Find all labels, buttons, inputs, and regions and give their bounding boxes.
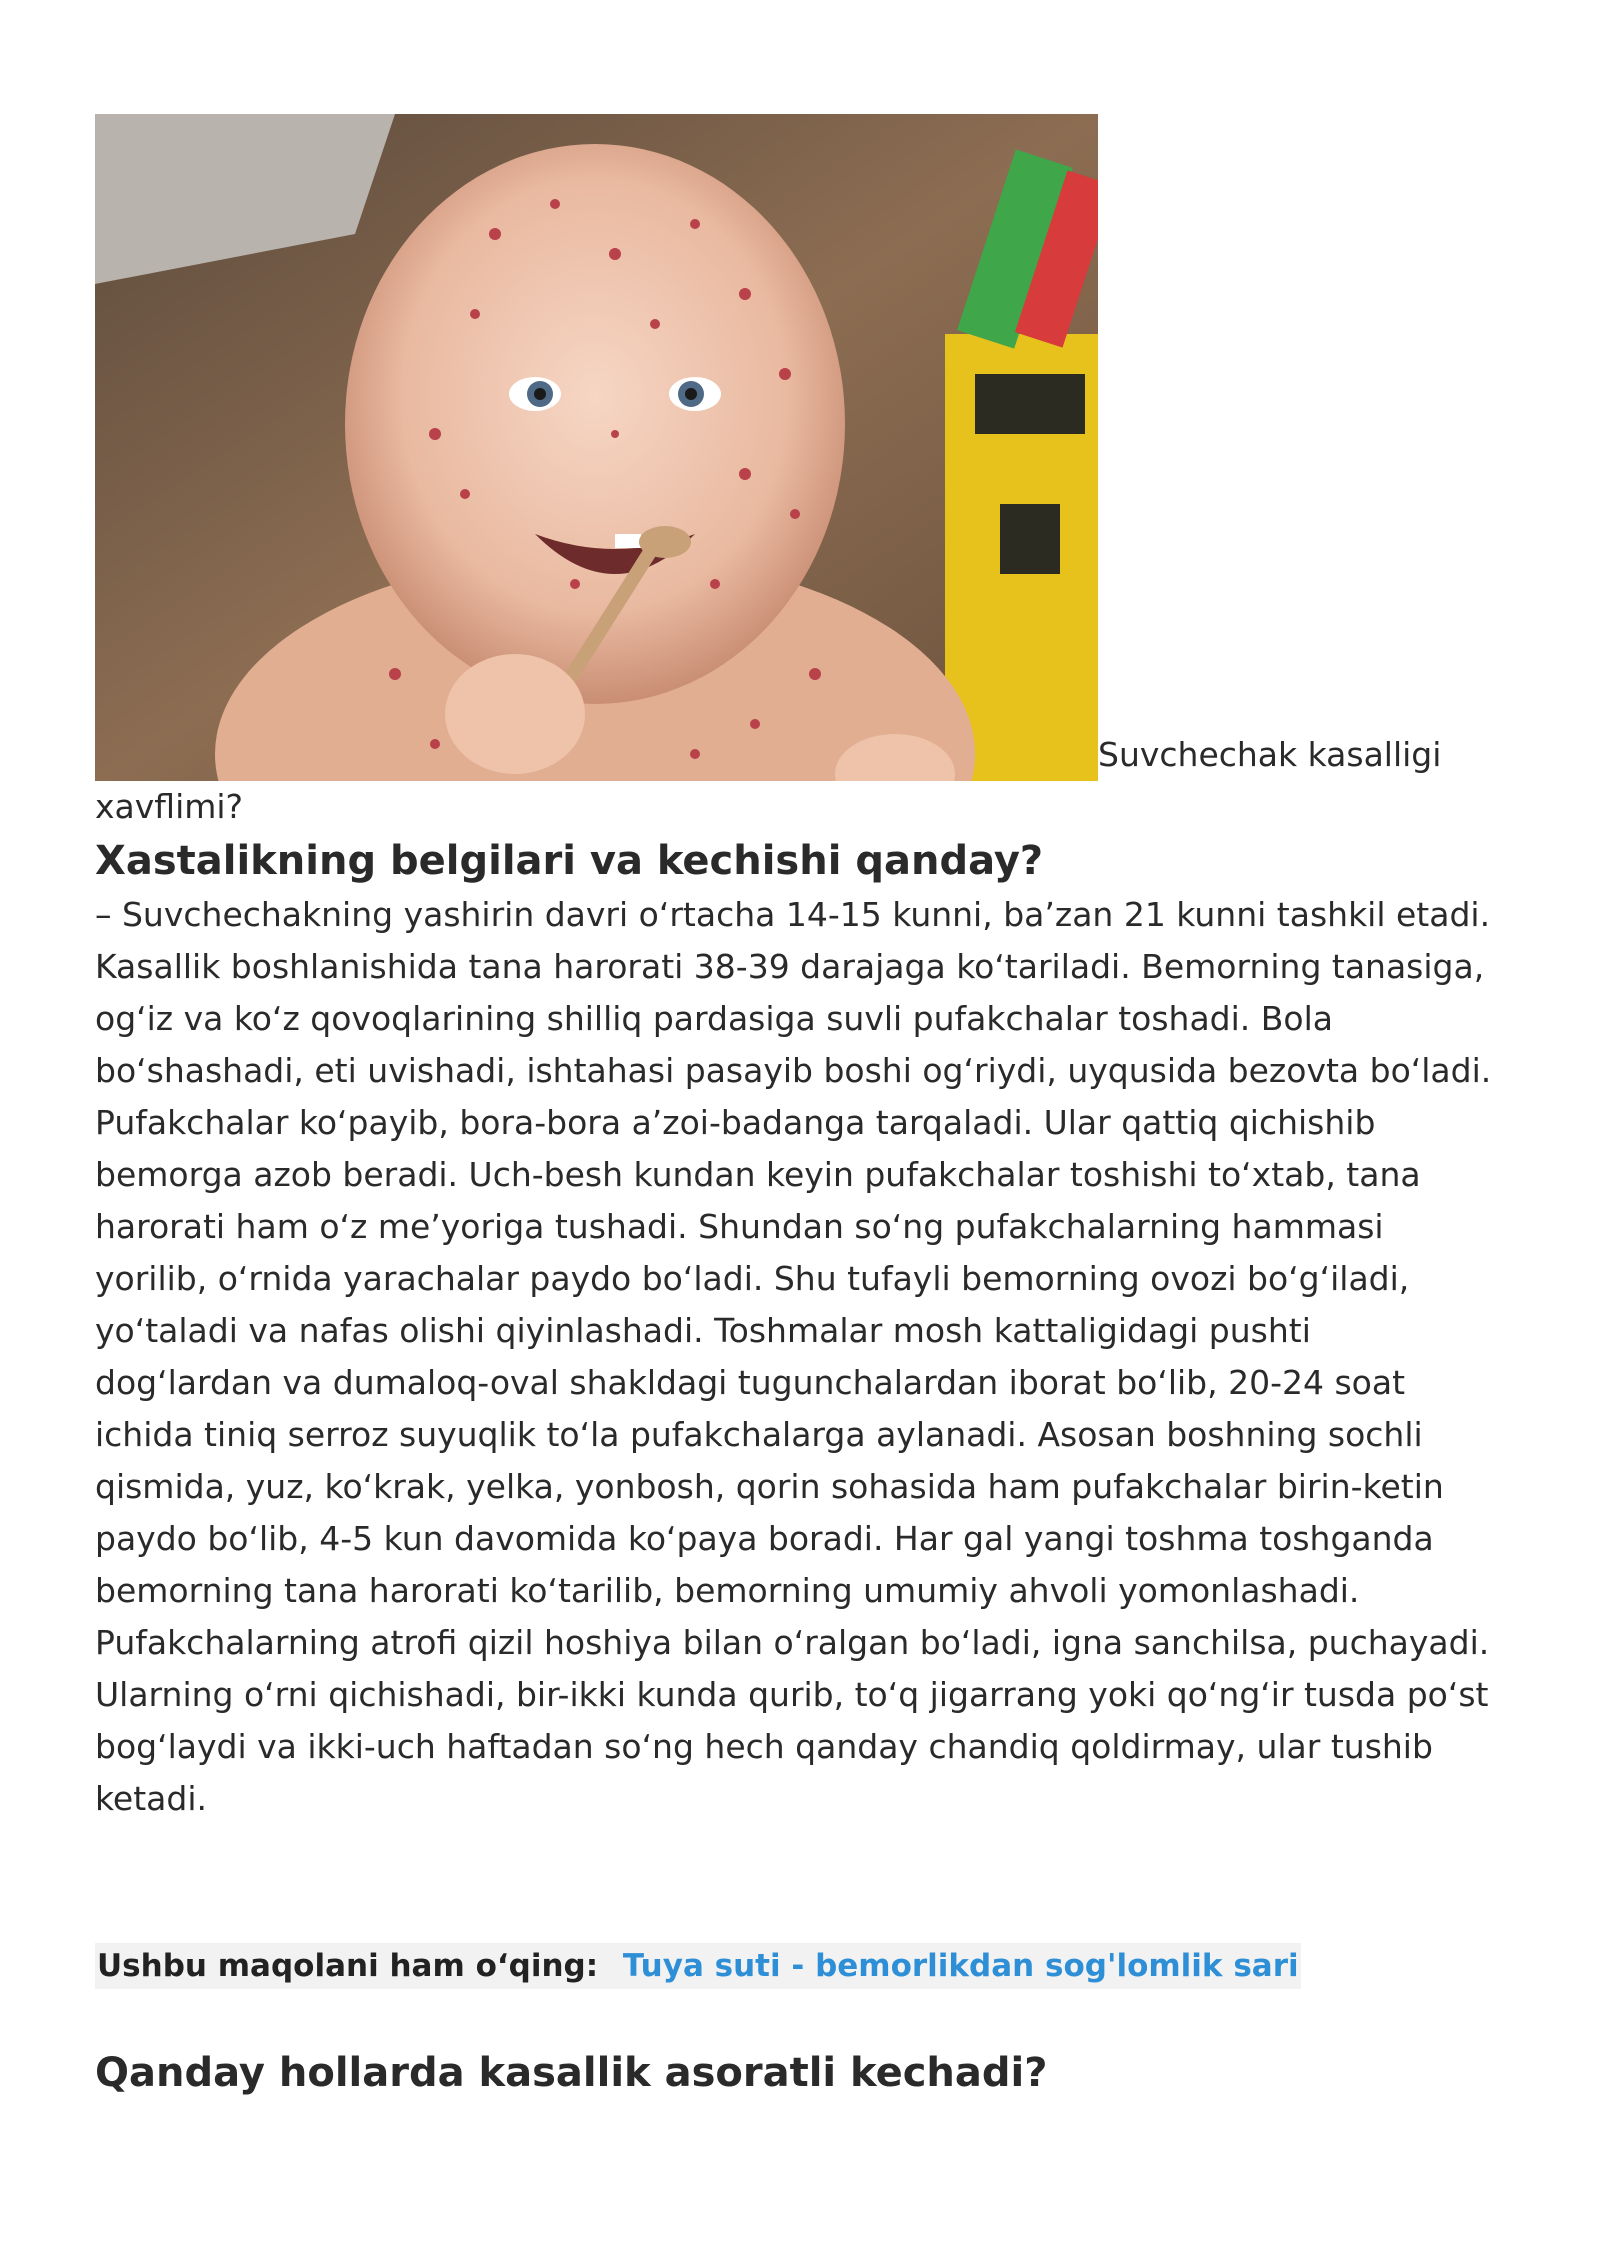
baby-chickenpox-photo	[95, 114, 1098, 781]
image-caption: Suvchechak kasalligi	[1098, 735, 1442, 774]
section-heading-symptoms: Xastalikning belgilari va kechishi qanday?	[95, 838, 1044, 884]
article-paragraph: – Suvchechakning yashirin davri oʻrtacha 14-15 kunni, baʼzan 21 kunni tashkil etadi. Kasallik boshlanishida tana harorati 38-39 darajaga koʻtariladi. Bemorning tanasiga, ogʻiz va koʻz qovoqlarining shilliq pardasiga suvli pufakchalar toshadi. Bola boʻshashadi, eti uvishadi, ishtahasi pasayib boshi ogʻriydi, uyqusida bezovta boʻladi. Pufakchalar koʻpayib, bora-bora aʼzoi-badanga tarqaladi. Ular qattiq qichishib bemorga azob beradi. Uch-besh kundan keyin pufakchalar toshishi toʻxtab, tana harorati ham oʻz meʼyoriga tushadi. Shundan soʻng pufakchalarning hammasi yorilib, oʻrnida yarachalar paydo boʻladi. Shu tufayli bemorning ovozi boʻgʻiladi, yoʻtaladi va nafas olishi qiyinlashadi. Toshmalar mosh kattaligidagi pushti dogʻlardan va dumaloq-oval shakldagi tugunchalardan iborat boʻlib, 20-24 soat ichida tiniq serroz suyuqlik toʻla pufakchalarga aylanadi. Asosan boshning sochli qismida, yuz, koʻkrak, yelka, yonbosh, qorin sohasida ham pufakchalar birin-ketin paydo boʻlib, 4-5 kun davomida koʻpaya boradi. Har gal yangi toshma toshganda bemorning tana harorati koʻtarilib, bemorning umumiy ahvoli yomonlashadi. Pufakchalarning atrofi qizil hoshiya bilan oʻralgan boʻladi, igna sanchilsa, puchayadi. Ularning oʻrni qichishadi, bir-ikki kunda qurib, toʻq jigarrang yoki qoʻngʻir tusda poʻst bogʻlaydi va ikki-uch haftadan soʻng hech qanday chandiq qoldirmay, ular tushib ketadi.	[95, 895, 1492, 1818]
also-read-box	[95, 1943, 1301, 1989]
image-with-caption	[95, 114, 1515, 833]
article	[95, 114, 1515, 2101]
also-read-label: Ushbu maqolani ham oʻqing:	[97, 1948, 599, 1984]
also-read-link[interactable]: Tuya suti - bemorlikdan sog'lomlik sari	[622, 1948, 1299, 1984]
section-heading-complications: Qanday hollarda kasallik asoratli kechadi?	[95, 2050, 1048, 2096]
image-caption-continued: xavflimi?	[95, 787, 244, 826]
